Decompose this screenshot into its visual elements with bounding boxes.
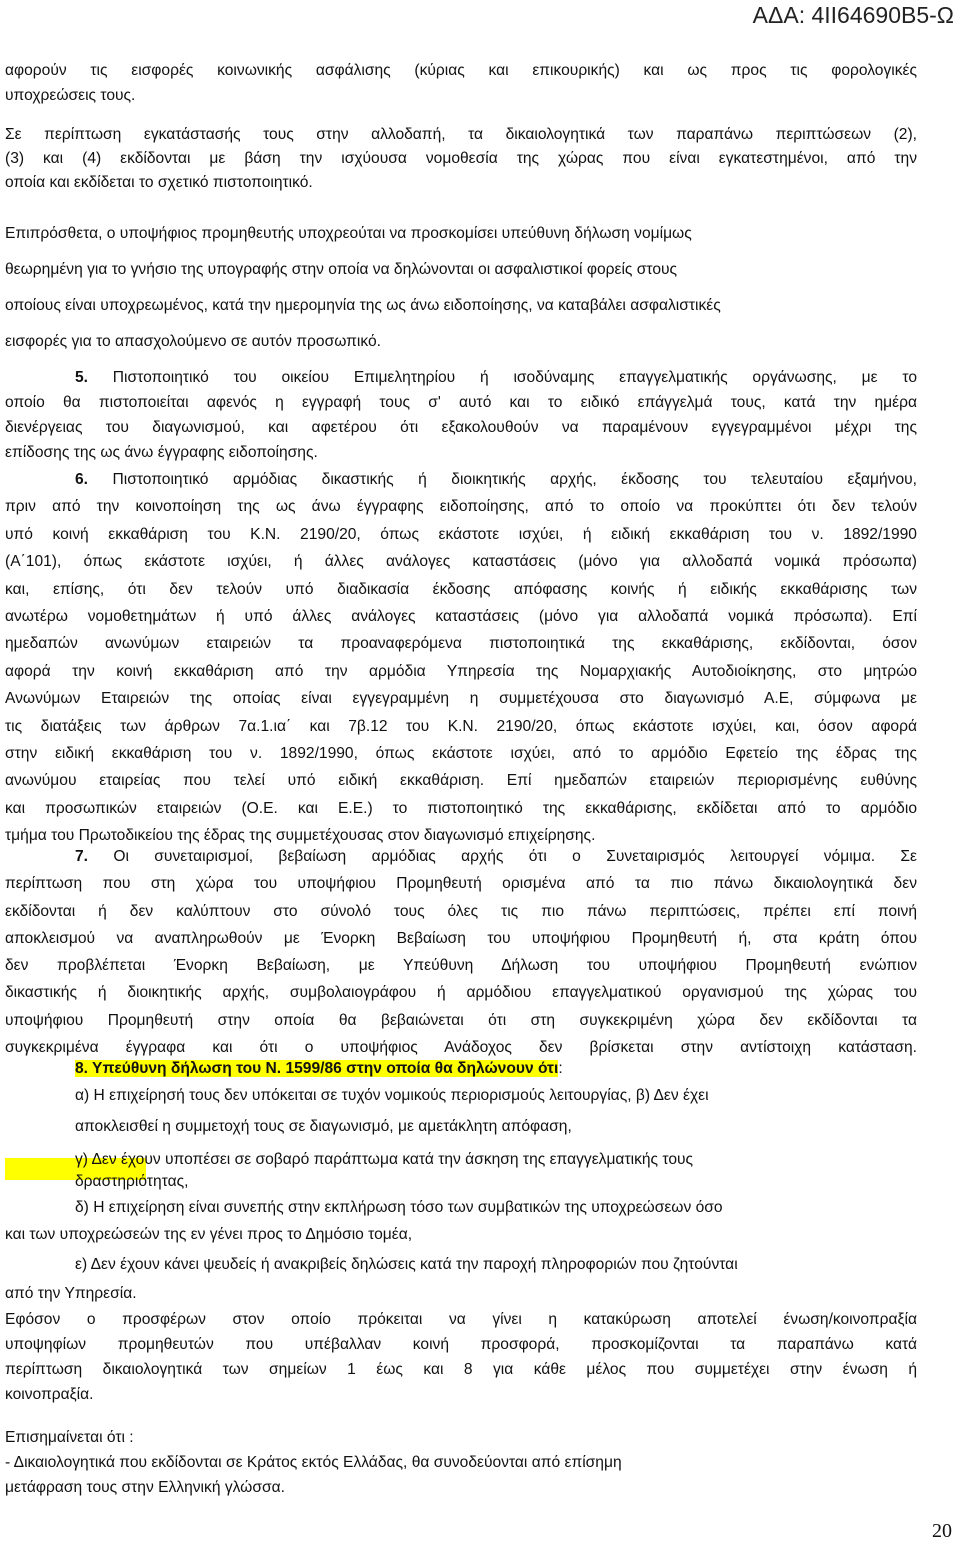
text-line: γ) Δεν έχουν υποπέσει σε σοβαρό παράπτωμα κατά την άσκηση της επαγγελματικής τους bbox=[75, 1151, 694, 1168]
paragraph-abroad bbox=[5, 123, 917, 195]
text-line: ανωνύμου εταιρείας που τελεί υπό ειδική εκκαθάριση. Επί ημεδαπών εταιρειών περιορισμένης ευθύνης bbox=[5, 772, 917, 790]
text-line: και των υποχρεώσεών της εν γένει προς το Δημόσιο τομέα, bbox=[5, 1226, 413, 1243]
text-line: επίδοσης της ως άνω έγγραφης ειδοποίησης. bbox=[5, 444, 318, 461]
text-line: διενέργειας του διαγωνισμού, και αφετέρου ότι εξακολουθούν να παραμένουν εγγεγραμμένοι μέχρι της bbox=[5, 419, 917, 436]
text-line: κοινοπραξία. bbox=[5, 1386, 94, 1403]
text-line: τμήμα του Πρωτοδικείου της έδρας της συμμετέχουσας στον διαγωνισμό επιχείρησης. bbox=[5, 827, 596, 845]
text-line: - Δικαιολογητικά που εκδίδονται σε Κράτος εκτός Ελλάδας, θα συνοδεύονται από επίσημη bbox=[5, 1454, 622, 1471]
text-line: και προσωπικών εταιρειών (Ο.Ε. και Ε.Ε.) το πιστοποιητικό της εκκαθάρισης, εκδίδεται από το αρμόδιο bbox=[5, 799, 917, 817]
text-line: δραστηριότητας, bbox=[75, 1173, 189, 1190]
text-line: θεωρημένη για το γνήσιο της υπογραφής στην οποία να δηλώνονται οι ασφαλιστικοί φορείς στους bbox=[5, 261, 678, 278]
item-6 bbox=[5, 466, 917, 850]
text-line: συγκεκριμένα έγγραφα και ότι ο υποψήφιος Ανάδοχος δεν βρίσκεται στην αντίστοιχη κατάσταση. bbox=[5, 1039, 917, 1057]
item-8 bbox=[5, 1055, 917, 1307]
text-line: Σε περίπτωση εγκατάστασής τους στην αλλοδαπή, τα δικαιολογητικά των παραπάνω περιπτώσεων (2), bbox=[5, 126, 917, 143]
item-number: 5. bbox=[75, 369, 89, 386]
paragraph-contributions bbox=[5, 58, 917, 108]
text-line: Επισημαίνεται ότι : bbox=[5, 1429, 134, 1446]
text-line: αφορούν τις εισφορές κοινωνικής ασφάλισης (κύριας και επικουρικής) και ως προς τις φορολογικές bbox=[5, 62, 917, 79]
text-line: μετάφραση τους στην Ελληνική γλώσσα. bbox=[5, 1479, 285, 1496]
text-line: αποκλεισθεί η συμμετοχή τους σε διαγωνισμό, με αμετάκλητη απόφαση, bbox=[75, 1118, 572, 1135]
text-line: Πιστοποιητικό του οικείου Επιμελητηρίου ή ισοδύναμης επαγγελματικής οργάνωσης, με το bbox=[88, 369, 917, 386]
item-number: 7. bbox=[75, 848, 89, 865]
text-line: αποκλεισμού να αναπληρωθούν με Ένορκη Βεβαίωση του υποψήφιου Προμηθευτή ή, στα κράτη όπου bbox=[5, 929, 917, 947]
note-section bbox=[5, 1425, 917, 1500]
text-line: (3) και (4) εκδίδονται με βάση την ισχύουσα νομοθεσία της χώρας που είναι εγκατεστημένοι, από την bbox=[5, 150, 917, 167]
item-8-heading: 8. Υπεύθυνη δήλωση του Ν. 1599/86 στην οποία θα δηλώνουν ότι bbox=[75, 1060, 559, 1077]
text-line: υποψήφιου Προμηθευτή στην οποία θα βεβαιώνεται ότι στη συγκεκριμένη χώρα δεν εκδίδονται τα bbox=[5, 1011, 917, 1029]
text-line: εκδίδονται ή δεν καλύπτουν στο σύνολό τους όλες τις πιο πάνω περιπτώσεις, πρέπει επί ποινή bbox=[5, 902, 917, 920]
text-line: (Α΄101), όπως εκάστοτε ισχύει, ή άλλες ανάλογες καταστάσεις (μόνο για αλλοδαπά νομικά πρόσωπα) bbox=[5, 553, 917, 571]
item-7 bbox=[5, 843, 917, 1061]
paragraph-declaration bbox=[5, 216, 917, 360]
text-line: οποία και εκδίδεται το σχετικό πιστοποιητικό. bbox=[5, 174, 313, 191]
text-line: ε) Δεν έχουν κάνει ψευδείς ή ανακριβείς δηλώσεις κατά την παροχή πληροφοριών που ζητούνται bbox=[75, 1256, 738, 1273]
text-line: δεν προβλέπεται Ένορκη Βεβαίωση, με Υπεύθυνη Δήλωση του υποψήφιου Προμηθευτή ενώπιον bbox=[5, 957, 917, 975]
text-line: α) Η επιχείρησή τους δεν υπόκειται σε τυχόν νομικούς περιορισμούς λειτουργίας, β) Δεν έχει bbox=[75, 1087, 709, 1104]
text-line: Ανωνύμων Εταιρειών της οποίας είναι εγγεγραμμένη η συμμετέχουσα στο διαγωνισμό Α.Ε, σύμφωνα με bbox=[5, 690, 917, 708]
text-line: τις διατάξεις των άρθρων 7α.1.ια΄ και 7β.12 του Κ.Ν. 2190/20, όπως εκάστοτε ισχύει, και, όσον αφορά bbox=[5, 717, 917, 735]
text-line: ημεδαπών ανωνύμων εταιρειών τα προαναφερόμενα πιστοποιητικά της εκκαθάρισης, εκδίδονται, όσον bbox=[5, 635, 917, 653]
text-line: Εφόσον ο προσφέρων στον οποίο πρόκειται να γίνει η κατακύρωση αποτελεί ένωση/κοινοπραξία bbox=[5, 1311, 917, 1328]
text-line: από την Υπηρεσία. bbox=[5, 1285, 137, 1302]
text-line: περίπτωση που στη χώρα του υποψήφιου Προμηθευτή ορισμένα από τα πιο πάνω δικαιολογητικά δεν bbox=[5, 875, 917, 893]
text-line: δικαστικής ή διοικητικής αρχής, συμβολαιογράφου ή αρμόδιου επαγγελματικού οργανισμού της χώρας του bbox=[5, 984, 917, 1002]
text-line: ανωτέρω νομοθετημάτων ή υπό άλλες ανάλογες καταστάσεις (μόνο για αλλοδαπά νομικά πρόσωπα). Επί bbox=[5, 608, 917, 626]
text-line: Πιστοποιητικό αρμόδιας δικαστικής ή διοικητικής αρχής, έκδοσης του τελευταίου εξαμήνου, bbox=[88, 471, 917, 488]
text-line: υπό κοινή εκκαθάριση του Κ.Ν. 2190/20, όπως εκάστοτε ισχύει, ή ειδική εκκαθάριση του ν. 1892/1990 bbox=[5, 525, 917, 543]
text-line: οποίο θα πιστοποιείται αφενός η εγγραφή τους σ' αυτό και το ειδικό επάγγελμά τους, κατά την ημέρα bbox=[5, 394, 917, 411]
text-line: εισφορές για το απασχολούμενο σε αυτόν προσωπικό. bbox=[5, 333, 382, 350]
heading-colon: : bbox=[558, 1060, 563, 1077]
item-number: 6. bbox=[75, 471, 89, 488]
paragraph-joint-venture bbox=[5, 1307, 917, 1407]
text-line: υποψηφίων προμηθευτών που υπέβαλλαν κοινή προσφορά, προσκομίζονται τα παραπάνω κατά bbox=[5, 1336, 917, 1353]
text-line: Οι συνεταιρισμοί, βεβαίωση αρμόδιας αρχής ότι ο Συνεταιρισμός λειτουργεί νόμιμα. Σε bbox=[88, 848, 917, 865]
text-line: υποχρεώσεις τους. bbox=[5, 87, 136, 104]
item-5 bbox=[5, 365, 917, 465]
text-line: Επιπρόσθετα, ο υποψήφιος προμηθευτής υποχρεούται να προσκομίσει υπεύθυνη δήλωση νομίμως bbox=[5, 225, 692, 242]
ada-code: ΑΔΑ: 4ΙΙ64690Β5-Ω bbox=[752, 2, 954, 28]
text-line: οποίους είναι υποχρεωμένος, κατά την ημερομηνία της ως άνω ειδοποίησης, να καταβάλει ασφαλιστικές bbox=[5, 297, 721, 314]
text-line: περίπτωση δικαιολογητικά των σημείων 1 έως και 8 για κάθε μέλος που συμμετέχει στην ένωση ή bbox=[5, 1361, 917, 1378]
text-line: στην ειδική εκκαθάριση του ν. 1892/1990, όπως εκάστοτε ισχύει, από το αρμόδιο Εφετείο της έδρας της bbox=[5, 745, 917, 763]
text-line: και, επίσης, ότι δεν τελούν υπό διαδικασία έκδοσης απόφασης κοινής ή ειδικής εκκαθάρισης των bbox=[5, 580, 917, 598]
text-line: αφορά την κοινή εκκαθάριση από την αρμόδια Υπηρεσία της Νομαρχιακής Αυτοδιοίκησης, στο μητρώο bbox=[5, 662, 917, 680]
text-line: δ) Η επιχείρηση είναι συνεπής στην εκπλήρωση τόσο των συμβατικών της υποχρεώσεων όσο bbox=[75, 1199, 723, 1216]
page-number: 20 bbox=[932, 1520, 952, 1542]
text-line: πριν από την κοινοποίηση της ως άνω έγγραφης ειδοποίησης, από το οποίο να προκύπτει ότι δεν τελούν bbox=[5, 498, 917, 516]
